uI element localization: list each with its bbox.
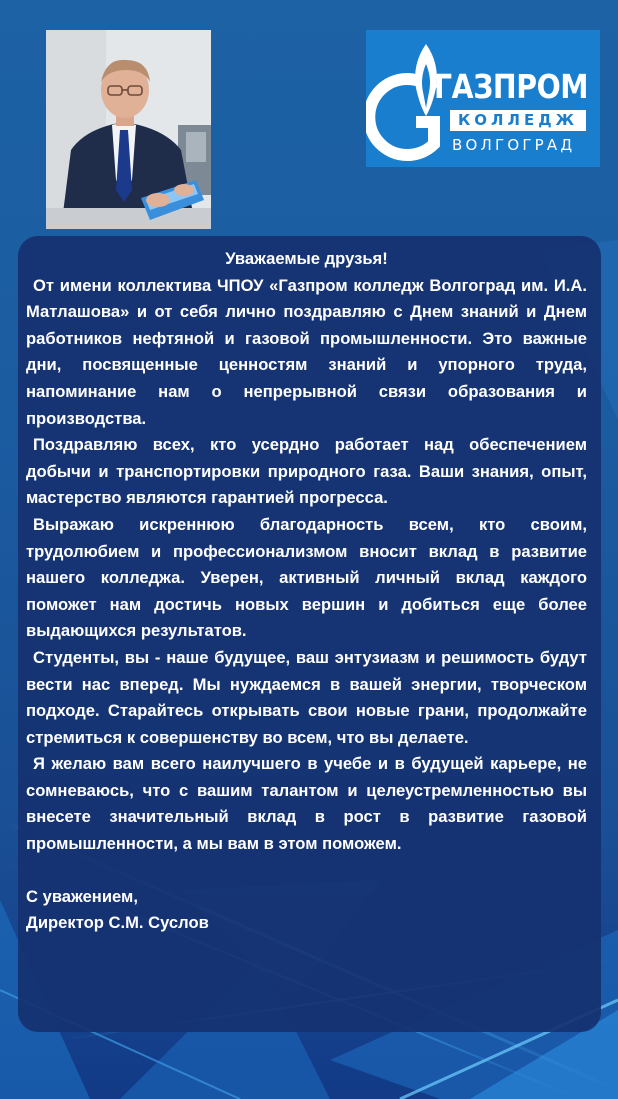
logo-city: ВОЛГОГРАД xyxy=(452,136,576,154)
congratulation-letter xyxy=(18,236,601,1032)
letter-closing: С уважением, xyxy=(26,886,138,906)
letter-greeting: Уважаемые друзья! xyxy=(225,249,388,268)
logo-title: ГАЗПРОМ xyxy=(434,67,589,106)
gazprom-college-logo xyxy=(366,30,600,167)
letter-paragraph: Выражаю искреннюю благодарность всем, кто своим, трудолюбием и профессионализмом вносит вклад в развитие нашего колледжа. Уверен, активный личный вклад каждого поможет нам достичь новых вершин и добиться еще более выдающихся результатов. xyxy=(26,514,587,641)
letter-paragraph: Поздравляю всех, кто усердно работает над обеспечением добычи и транспортировки природного газа. Ваши знания, опыт, мастерство являются гарантией прогресса. xyxy=(26,435,587,508)
letter-paragraph: Студенты, вы - наше будущее, ваш энтузиазм и решимость будут вести нас вперед. Мы нуждаемся в вашей энергии, творческом подходе. Старайтесь открывать свои новые грани, продолжайте стремиться к совершенству во всем, что вы делаете. xyxy=(26,647,587,747)
letter-paragraph: Я желаю вам всего наилучшего в учебе и в будущей карьере, не сомневаюсь, что с вашим талантом и целеустремленностью вы внесете значительный вклад в рост в развитие газовой промышленности, а мы вам в этом поможем. xyxy=(26,754,587,854)
director-photo xyxy=(46,30,211,229)
letter-signature: Директор С.М. Суслов xyxy=(26,913,209,933)
logo-subtitle: КОЛЛЕДЖ xyxy=(450,110,586,131)
letter-paragraph: От имени коллектива ЧПОУ «Газпром колледж Волгоград им. И.А. Матлашова» и от себя лично поздравляю с Днем знаний и Днем работников нефтяной и газовой промышленности. Это важные дни, посвященные ценностям знаний и упорного труда, напоминание нам о непрерывной связи образования и производства. xyxy=(26,275,587,428)
